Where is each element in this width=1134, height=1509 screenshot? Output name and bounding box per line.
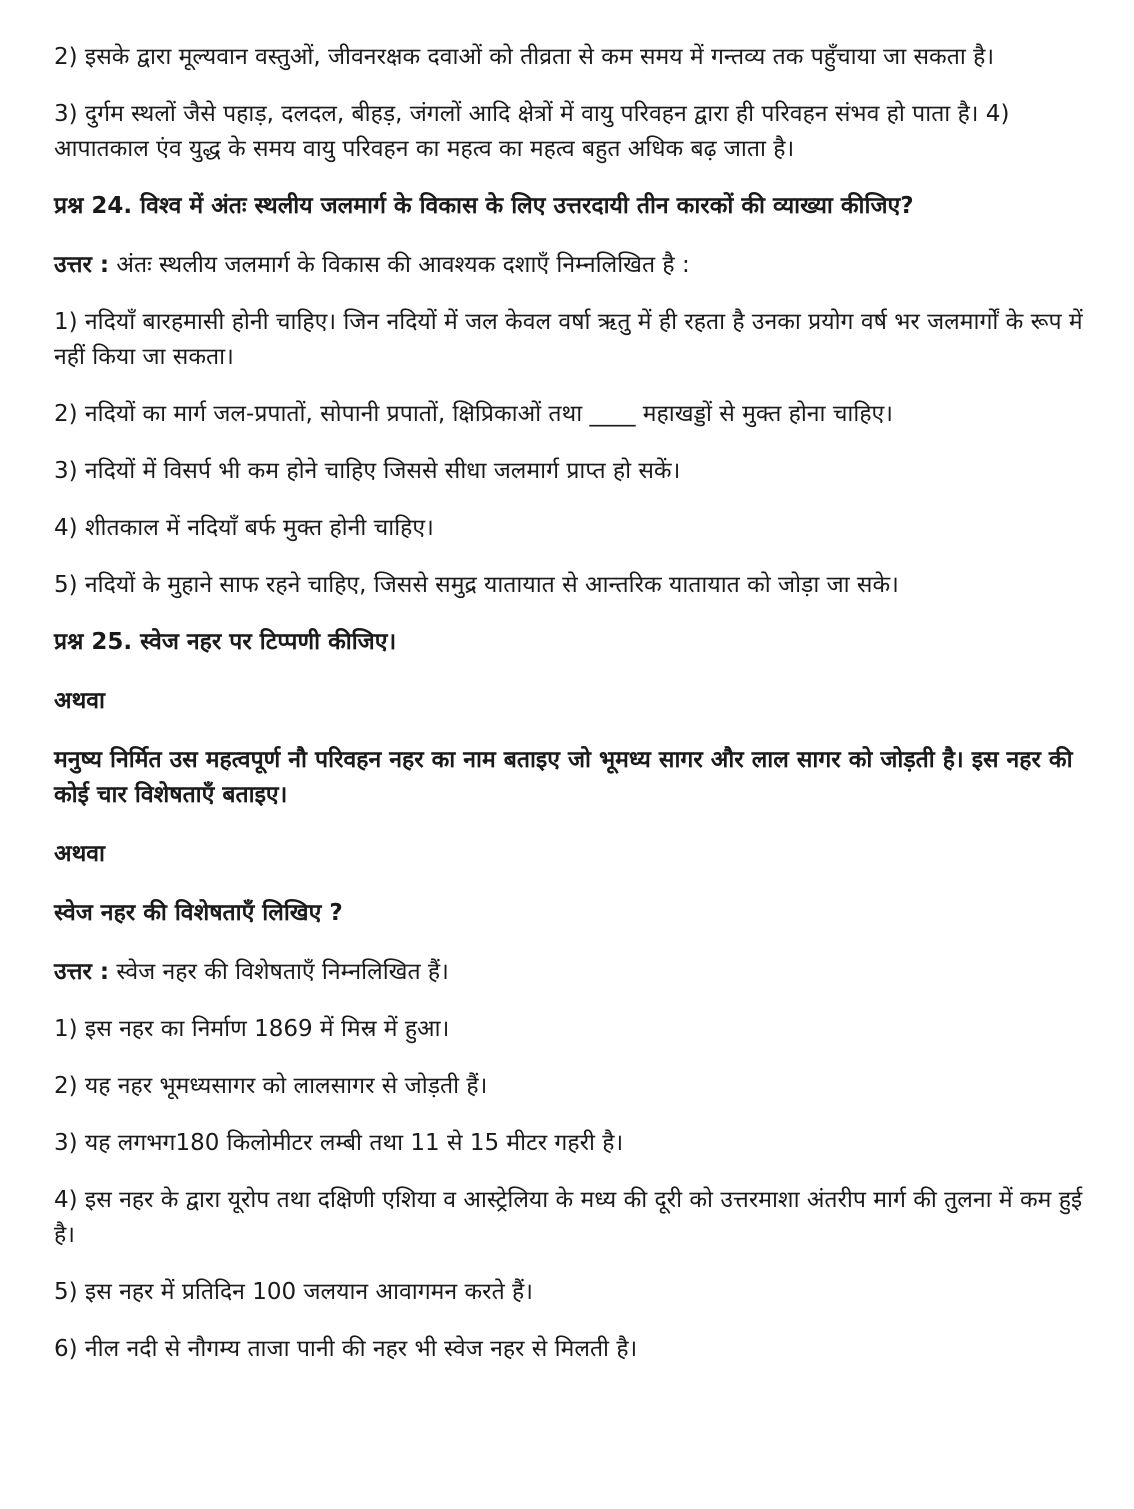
answer-24-point-1: 1) नदियाँ बारहमासी होनी चाहिए। जिन नदियों में जल केवल वर्षा ऋतु में ही रहता है उनका प्रयोग वर्ष भर जलमार्गों के रूप में नहीं किया जा सकता।: [54, 309, 1083, 370]
question-25: प्रश्न 25. स्वेज नहर पर टिप्पणी कीजिए।: [54, 629, 397, 655]
answer-24-point-2: 2) नदियों का मार्ग जल-प्रपातों, सोपानी प्रपातों, क्षिप्रिकाओं तथा ____ महाखड्डों से मुक्त होना चाहिए।: [54, 401, 893, 427]
or-separator: अथवा: [54, 841, 106, 867]
intro-point-2: 2) इसके द्वारा मूल्यवान वस्तुओं, जीवनरक्षक दवाओं को तीव्रता से कम समय में गन्तव्य तक पहुँचाया जा सकता है।: [54, 44, 995, 70]
answer-24-intro: [54, 248, 1084, 283]
question-24: प्रश्न 24. विश्व में अंतः स्थलीय जलमार्ग के विकास के लिए उत्तरदायी तीन कारकों की व्याख्या कीजिए?: [54, 193, 914, 219]
answer-25-point-4: 4) इस नहर के द्वारा यूरोप तथा दक्षिणी एशिया व आस्ट्रेलिया के मध्य की दूरी को उत्तरमाशा अंतरीप मार्ग की तुलना में कम हुई है।: [54, 1187, 1083, 1248]
intro-point-3-4: 3) दुर्गम स्थलों जैसे पहाड़, दलदल, बीहड़, जंगलों आदि क्षेत्रों में वायु परिवहन द्वारा ही परिवहन संभव हो पाता है। 4) आपातकाल एंव युद्ध के समय वायु परिवहन का महत्व का महत्व बहुत अधिक बढ़ जाता है।: [54, 101, 1010, 162]
answer-label: उत्तर :: [54, 252, 110, 278]
answer-24-point-4: 4) शीतकाल में नदियाँ बर्फ मुक्त होनी चाहिए।: [54, 515, 434, 541]
question-25-alt-1: मनुष्य निर्मित उस महत्वपूर्ण नौ परिवहन नहर का नाम बताइए जो भूमध्य सागर और लाल सागर को जोड़ती है। इस नहर की कोई चार विशेषताएँ बताइए।: [54, 747, 1073, 808]
answer-24-point-3: 3) नदियों में विसर्प भी कम होने चाहिए जिससे सीधा जलमार्ग प्राप्त हो सकें।: [54, 458, 681, 484]
or-separator: अथवा: [54, 688, 106, 714]
answer-25-intro: [54, 955, 1084, 990]
answer-25-point-2: 2) यह नहर भूमध्यसागर को लालसागर से जोड़ती हैं।: [54, 1073, 488, 1099]
answer-25-point-3: 3) यह लगभग180 किलोमीटर लम्बी तथा 11 से 15 मीटर गहरी है।: [54, 1130, 624, 1156]
answer-25-point-1: 1) इस नहर का निर्माण 1869 में मिस्र में हुआ।: [54, 1016, 450, 1042]
answer-25-point-6: 6) नील नदी से नौगम्य ताजा पानी की नहर भी स्वेज नहर से मिलती है।: [54, 1336, 638, 1362]
answer-intro-text: अंतः स्थलीय जलमार्ग के विकास की आवश्यक दशाएँ निम्नलिखित है :: [109, 252, 690, 278]
answer-25-point-5: 5) इस नहर में प्रतिदिन 100 जलयान आवागमन करते हैं।: [54, 1279, 533, 1305]
document-page: [54, 40, 1084, 1389]
answer-intro-text: स्वेज नहर की विशेषताएँ निम्नलिखित हैं।: [109, 959, 449, 985]
answer-24-point-5: 5) नदियों के मुहाने साफ रहने चाहिए, जिससे समुद्र यातायात से आन्तरिक यातायात को जोड़ा जा सके।: [54, 572, 899, 598]
answer-label: उत्तर :: [54, 959, 110, 985]
question-25-alt-2: स्वेज नहर की विशेषताएँ लिखिए ?: [54, 900, 343, 926]
